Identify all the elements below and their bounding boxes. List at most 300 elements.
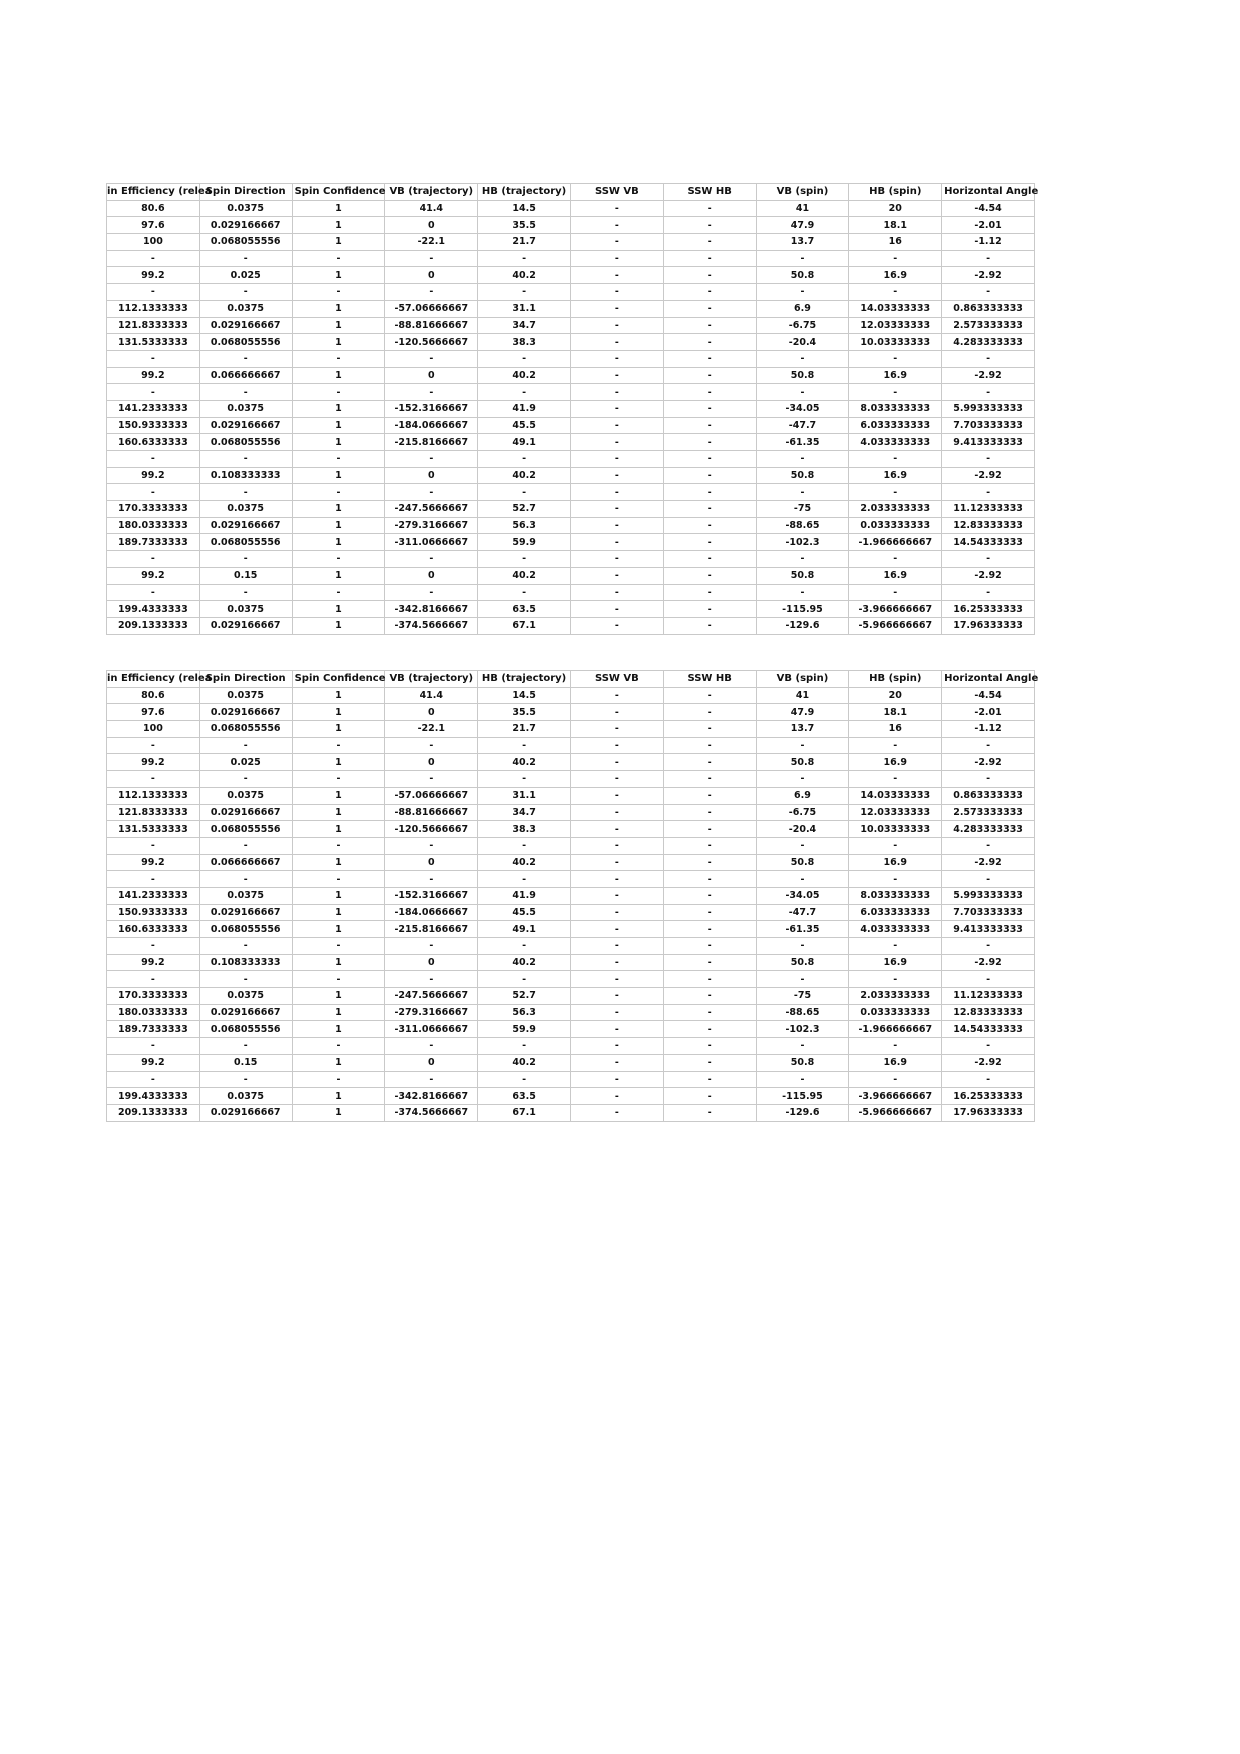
table-cell: -2.01 (942, 217, 1035, 234)
table-cell: 0.029166667 (199, 1104, 292, 1121)
table-cell: 0.068055556 (199, 721, 292, 738)
data-table-bottom (106, 670, 1039, 1122)
table-cell: - (570, 1004, 663, 1021)
table-cell: 1 (292, 534, 385, 551)
table-cell: - (570, 787, 663, 804)
table-cell: - (478, 551, 571, 568)
table-cell: 209.1333333 (107, 617, 200, 634)
table-cell: 13.7 (756, 234, 849, 251)
table-cell: - (570, 921, 663, 938)
table-cell: - (570, 904, 663, 921)
table-cell: 112.1333333 (107, 787, 200, 804)
table-cell: -247.5666667 (385, 501, 478, 518)
table-cell: - (849, 938, 942, 955)
table-cell: - (478, 250, 571, 267)
table-cell: - (570, 584, 663, 601)
table-row (107, 617, 1035, 634)
table-cell: - (663, 434, 756, 451)
table-cell: - (663, 921, 756, 938)
table-cell: 63.5 (478, 601, 571, 618)
table-row (107, 988, 1035, 1005)
table-cell: 16.9 (849, 367, 942, 384)
column-header: VB (spin) (756, 184, 849, 201)
table-cell: 56.3 (478, 1004, 571, 1021)
table-cell: 17.96333333 (942, 1104, 1035, 1121)
table-cell: 80.6 (107, 200, 200, 217)
table-cell: - (663, 317, 756, 334)
table-cell: -20.4 (756, 821, 849, 838)
table-cell: - (292, 737, 385, 754)
table-cell: 0.0375 (199, 601, 292, 618)
table-cell: -61.35 (756, 921, 849, 938)
table-cell: - (570, 1088, 663, 1105)
table-cell: - (942, 484, 1035, 501)
table-cell: 0.025 (199, 754, 292, 771)
table-cell: - (570, 887, 663, 904)
table-cell: 4.033333333 (849, 434, 942, 451)
table-cell: 1 (292, 721, 385, 738)
table-cell: -120.5666667 (385, 821, 478, 838)
table-cell: - (663, 250, 756, 267)
table-cell: - (942, 284, 1035, 301)
table-cell: 16.9 (849, 467, 942, 484)
table-cell: - (292, 551, 385, 568)
table-row (107, 1104, 1035, 1121)
table-cell: 1 (292, 417, 385, 434)
table-cell: - (942, 350, 1035, 367)
table-cell: 1 (292, 434, 385, 451)
table-cell: - (570, 837, 663, 854)
table-cell: - (292, 250, 385, 267)
table-cell: - (385, 737, 478, 754)
table-cell: - (570, 317, 663, 334)
table-cell: - (756, 737, 849, 754)
column-header: in Efficiency (relea (107, 671, 200, 688)
table-cell: 50.8 (756, 1054, 849, 1071)
table-cell: 40.2 (478, 467, 571, 484)
table-row (107, 1071, 1035, 1088)
table-cell: 0 (385, 954, 478, 971)
table-cell: 56.3 (478, 517, 571, 534)
table-cell: 1 (292, 704, 385, 721)
table-cell: 100 (107, 234, 200, 251)
table-cell: 0.029166667 (199, 617, 292, 634)
table-cell: - (570, 384, 663, 401)
table-cell: - (385, 284, 478, 301)
table-cell: - (570, 551, 663, 568)
table-cell: - (199, 350, 292, 367)
table-cell: 0.029166667 (199, 317, 292, 334)
table-row (107, 954, 1035, 971)
table-cell: 50.8 (756, 954, 849, 971)
table-cell: - (570, 501, 663, 518)
table-cell: 9.413333333 (942, 921, 1035, 938)
table-cell: - (849, 837, 942, 854)
table-cell: 180.0333333 (107, 1004, 200, 1021)
table-cell: 4.033333333 (849, 921, 942, 938)
table-cell: 0.029166667 (199, 517, 292, 534)
table-cell: -22.1 (385, 721, 478, 738)
table-cell: - (663, 367, 756, 384)
column-header: Spin Direction (199, 671, 292, 688)
table-cell: 7.703333333 (942, 904, 1035, 921)
table-cell: - (663, 334, 756, 351)
table-cell: 0.025 (199, 267, 292, 284)
table-cell: -47.7 (756, 904, 849, 921)
table-cell: 0.108333333 (199, 954, 292, 971)
table-cell: - (570, 300, 663, 317)
table-cell: - (663, 284, 756, 301)
column-header: Horizontal Angle (942, 184, 1035, 201)
table-row (107, 567, 1035, 584)
table-cell: - (849, 250, 942, 267)
table-cell: 10.03333333 (849, 821, 942, 838)
table-row (107, 200, 1035, 217)
table-cell: - (385, 451, 478, 468)
table-cell: 0 (385, 467, 478, 484)
column-header: VB (trajectory) (385, 671, 478, 688)
table-cell: - (478, 284, 571, 301)
table-cell: -129.6 (756, 617, 849, 634)
table-cell: 99.2 (107, 367, 200, 384)
table-cell: 59.9 (478, 534, 571, 551)
table-cell: 12.03333333 (849, 804, 942, 821)
table-cell: 0.0375 (199, 400, 292, 417)
table-cell: - (107, 584, 200, 601)
table-cell: - (107, 250, 200, 267)
column-header: HB (trajectory) (478, 184, 571, 201)
table-cell: 160.6333333 (107, 434, 200, 451)
table-cell: - (385, 1071, 478, 1088)
table-cell: 141.2333333 (107, 400, 200, 417)
table-cell: -75 (756, 501, 849, 518)
table-cell: - (570, 467, 663, 484)
table-cell: - (663, 854, 756, 871)
table-cell: -5.966666667 (849, 1104, 942, 1121)
table-cell: - (663, 837, 756, 854)
table-cell: -4.54 (942, 200, 1035, 217)
table-cell: 99.2 (107, 567, 200, 584)
table-cell: 0.15 (199, 567, 292, 584)
table-cell: 14.03333333 (849, 300, 942, 317)
table-cell: 49.1 (478, 434, 571, 451)
table-cell: 1 (292, 200, 385, 217)
table-cell: - (942, 771, 1035, 788)
table-cell: -88.81666667 (385, 317, 478, 334)
table-cell: 0.068055556 (199, 534, 292, 551)
column-header: VB (trajectory) (385, 184, 478, 201)
table-cell: - (756, 350, 849, 367)
table-cell: 8.033333333 (849, 887, 942, 904)
table-cell: -34.05 (756, 400, 849, 417)
table-cell: - (942, 938, 1035, 955)
table-cell: - (199, 250, 292, 267)
table-cell: - (663, 517, 756, 534)
table-cell: 40.2 (478, 954, 571, 971)
table-cell: 14.5 (478, 687, 571, 704)
table-cell: 40.2 (478, 1054, 571, 1071)
table-cell: - (849, 451, 942, 468)
table-cell: - (570, 534, 663, 551)
table-cell: 1 (292, 1088, 385, 1105)
table-cell: - (663, 617, 756, 634)
table-row (107, 1038, 1035, 1055)
table-row (107, 534, 1035, 551)
table-cell: 1 (292, 467, 385, 484)
table-cell: - (570, 601, 663, 618)
table-cell: - (385, 350, 478, 367)
table-cell: - (663, 687, 756, 704)
table-cell: - (478, 350, 571, 367)
table-cell: - (292, 384, 385, 401)
table-cell: 99.2 (107, 1054, 200, 1071)
column-header: SSW HB (663, 671, 756, 688)
table-cell: - (199, 771, 292, 788)
table-cell: - (292, 584, 385, 601)
table-cell: - (849, 384, 942, 401)
table-cell: 41 (756, 687, 849, 704)
table-row (107, 501, 1035, 518)
table-cell: 1 (292, 1021, 385, 1038)
table-row (107, 451, 1035, 468)
table-cell: 14.5 (478, 200, 571, 217)
table-cell: - (756, 384, 849, 401)
table-cell: 16 (849, 721, 942, 738)
table-cell: - (663, 467, 756, 484)
table-cell: - (663, 721, 756, 738)
table-cell: - (663, 787, 756, 804)
table-cell: -2.92 (942, 367, 1035, 384)
table-cell: -102.3 (756, 534, 849, 551)
table-cell: - (570, 417, 663, 434)
table-cell: - (385, 837, 478, 854)
table-cell: 2.033333333 (849, 501, 942, 518)
column-header: Horizontal Angle (942, 671, 1035, 688)
table-cell: 0.863333333 (942, 787, 1035, 804)
table-row (107, 971, 1035, 988)
table-cell: 6.033333333 (849, 417, 942, 434)
table-cell: 100 (107, 721, 200, 738)
table-cell: - (478, 938, 571, 955)
table-cell: 17.96333333 (942, 617, 1035, 634)
column-header: in Efficiency (relea (107, 184, 200, 201)
table-cell: 50.8 (756, 367, 849, 384)
table-cell: 1 (292, 921, 385, 938)
table-cell: - (663, 1088, 756, 1105)
table-cell: 1 (292, 1104, 385, 1121)
table-cell: 141.2333333 (107, 887, 200, 904)
table-cell: -184.0666667 (385, 417, 478, 434)
table-cell: -184.0666667 (385, 904, 478, 921)
table-cell: - (570, 737, 663, 754)
table-cell: 1 (292, 334, 385, 351)
table-cell: - (292, 837, 385, 854)
table-row (107, 837, 1035, 854)
table-cell: - (663, 1071, 756, 1088)
table-cell: 0.033333333 (849, 1004, 942, 1021)
table-cell: - (942, 971, 1035, 988)
table-cell: 0 (385, 754, 478, 771)
table-cell: 0.029166667 (199, 1004, 292, 1021)
table-cell: - (570, 1071, 663, 1088)
table-cell: -1.12 (942, 234, 1035, 251)
table-cell: - (942, 1038, 1035, 1055)
table-cell: - (849, 284, 942, 301)
table-row (107, 484, 1035, 501)
table-cell: - (570, 334, 663, 351)
table-row (107, 804, 1035, 821)
table-cell: 14.03333333 (849, 787, 942, 804)
table-cell: - (663, 350, 756, 367)
table-row (107, 317, 1035, 334)
table-cell: 189.7333333 (107, 534, 200, 551)
table-cell: - (663, 451, 756, 468)
table-cell: 16.9 (849, 854, 942, 871)
table-cell: - (292, 971, 385, 988)
table-cell: - (199, 871, 292, 888)
table-cell: -5.966666667 (849, 617, 942, 634)
table-cell: 180.0333333 (107, 517, 200, 534)
table-cell: 20 (849, 687, 942, 704)
table-cell: -115.95 (756, 1088, 849, 1105)
table-cell: 59.9 (478, 1021, 571, 1038)
table-cell: 6.9 (756, 300, 849, 317)
table-cell: 1 (292, 400, 385, 417)
table-cell: - (385, 1038, 478, 1055)
table-cell: -152.3166667 (385, 400, 478, 417)
table-cell: 1 (292, 317, 385, 334)
table-cell: - (107, 284, 200, 301)
table-cell: 16.25333333 (942, 1088, 1035, 1105)
table-cell: - (478, 737, 571, 754)
table-cell: 0.029166667 (199, 417, 292, 434)
table-cell: - (107, 484, 200, 501)
table-cell: 199.4333333 (107, 601, 200, 618)
table-cell: 2.573333333 (942, 317, 1035, 334)
table-cell: 5.993333333 (942, 887, 1035, 904)
table-cell: 18.1 (849, 704, 942, 721)
table-cell: - (849, 737, 942, 754)
table-cell: 0.068055556 (199, 434, 292, 451)
table-cell: - (756, 971, 849, 988)
table-cell: - (942, 551, 1035, 568)
table-cell: - (199, 1071, 292, 1088)
table-row (107, 871, 1035, 888)
table-cell: - (663, 217, 756, 234)
table-row (107, 704, 1035, 721)
table-cell: 0.068055556 (199, 334, 292, 351)
table-row (107, 1021, 1035, 1038)
table-cell: - (663, 704, 756, 721)
table-cell: - (942, 871, 1035, 888)
table-row (107, 854, 1035, 871)
table-cell: -2.92 (942, 754, 1035, 771)
table-cell: - (292, 938, 385, 955)
table-cell: -57.06666667 (385, 787, 478, 804)
table-cell: 40.2 (478, 567, 571, 584)
table-cell: - (942, 384, 1035, 401)
table-cell: - (663, 267, 756, 284)
table-cell: - (107, 1038, 200, 1055)
table-cell: -215.8166667 (385, 434, 478, 451)
table-cell: - (385, 250, 478, 267)
column-header: SSW HB (663, 184, 756, 201)
table-cell: -88.65 (756, 1004, 849, 1021)
table-cell: -342.8166667 (385, 1088, 478, 1105)
table-cell: 121.8333333 (107, 804, 200, 821)
table-cell: - (385, 938, 478, 955)
table-row (107, 367, 1035, 384)
table-cell: 40.2 (478, 854, 571, 871)
table-cell: 21.7 (478, 721, 571, 738)
table-cell: - (570, 954, 663, 971)
table-cell: - (849, 551, 942, 568)
table-cell: - (663, 1004, 756, 1021)
table-cell: 41 (756, 200, 849, 217)
table-cell: - (478, 451, 571, 468)
table-cell: - (663, 988, 756, 1005)
table-cell: - (663, 1054, 756, 1071)
table-cell: 0 (385, 367, 478, 384)
table-cell: 150.9333333 (107, 904, 200, 921)
column-header: Spin Confidence (292, 184, 385, 201)
table-cell: - (570, 704, 663, 721)
table-cell: - (292, 484, 385, 501)
table-cell: 170.3333333 (107, 988, 200, 1005)
table-cell: 1 (292, 904, 385, 921)
table-cell: 0.068055556 (199, 921, 292, 938)
table-cell: -279.3166667 (385, 1004, 478, 1021)
table-cell: 50.8 (756, 467, 849, 484)
table-cell: -6.75 (756, 804, 849, 821)
table-cell: 99.2 (107, 467, 200, 484)
table-cell: 0.0375 (199, 988, 292, 1005)
header-row (107, 671, 1035, 688)
table-row (107, 584, 1035, 601)
table-cell: 10.03333333 (849, 334, 942, 351)
table-cell: - (663, 771, 756, 788)
table-row (107, 234, 1035, 251)
table-cell: -2.92 (942, 1054, 1035, 1071)
table-cell: 1 (292, 1004, 385, 1021)
table-cell: 0.029166667 (199, 804, 292, 821)
table-cell: - (663, 821, 756, 838)
table-cell: -374.5666667 (385, 617, 478, 634)
table-cell: - (663, 871, 756, 888)
table-cell: - (663, 904, 756, 921)
table-cell: - (107, 737, 200, 754)
table-cell: - (199, 484, 292, 501)
table-cell: -1.12 (942, 721, 1035, 738)
table-cell: 0.0375 (199, 687, 292, 704)
table-cell: - (478, 871, 571, 888)
table-cell: 0.0375 (199, 887, 292, 904)
table-row (107, 300, 1035, 317)
table-cell: 35.5 (478, 704, 571, 721)
column-header: VB (spin) (756, 671, 849, 688)
table-cell: - (663, 804, 756, 821)
table-cell: - (292, 284, 385, 301)
table-cell: 1 (292, 821, 385, 838)
table-cell: - (756, 284, 849, 301)
table-cell: - (107, 384, 200, 401)
table-cell: - (663, 954, 756, 971)
table-cell: -20.4 (756, 334, 849, 351)
table-cell: -129.6 (756, 1104, 849, 1121)
table-cell: 0.15 (199, 1054, 292, 1071)
table-cell: 1 (292, 267, 385, 284)
table-cell: 16.9 (849, 567, 942, 584)
